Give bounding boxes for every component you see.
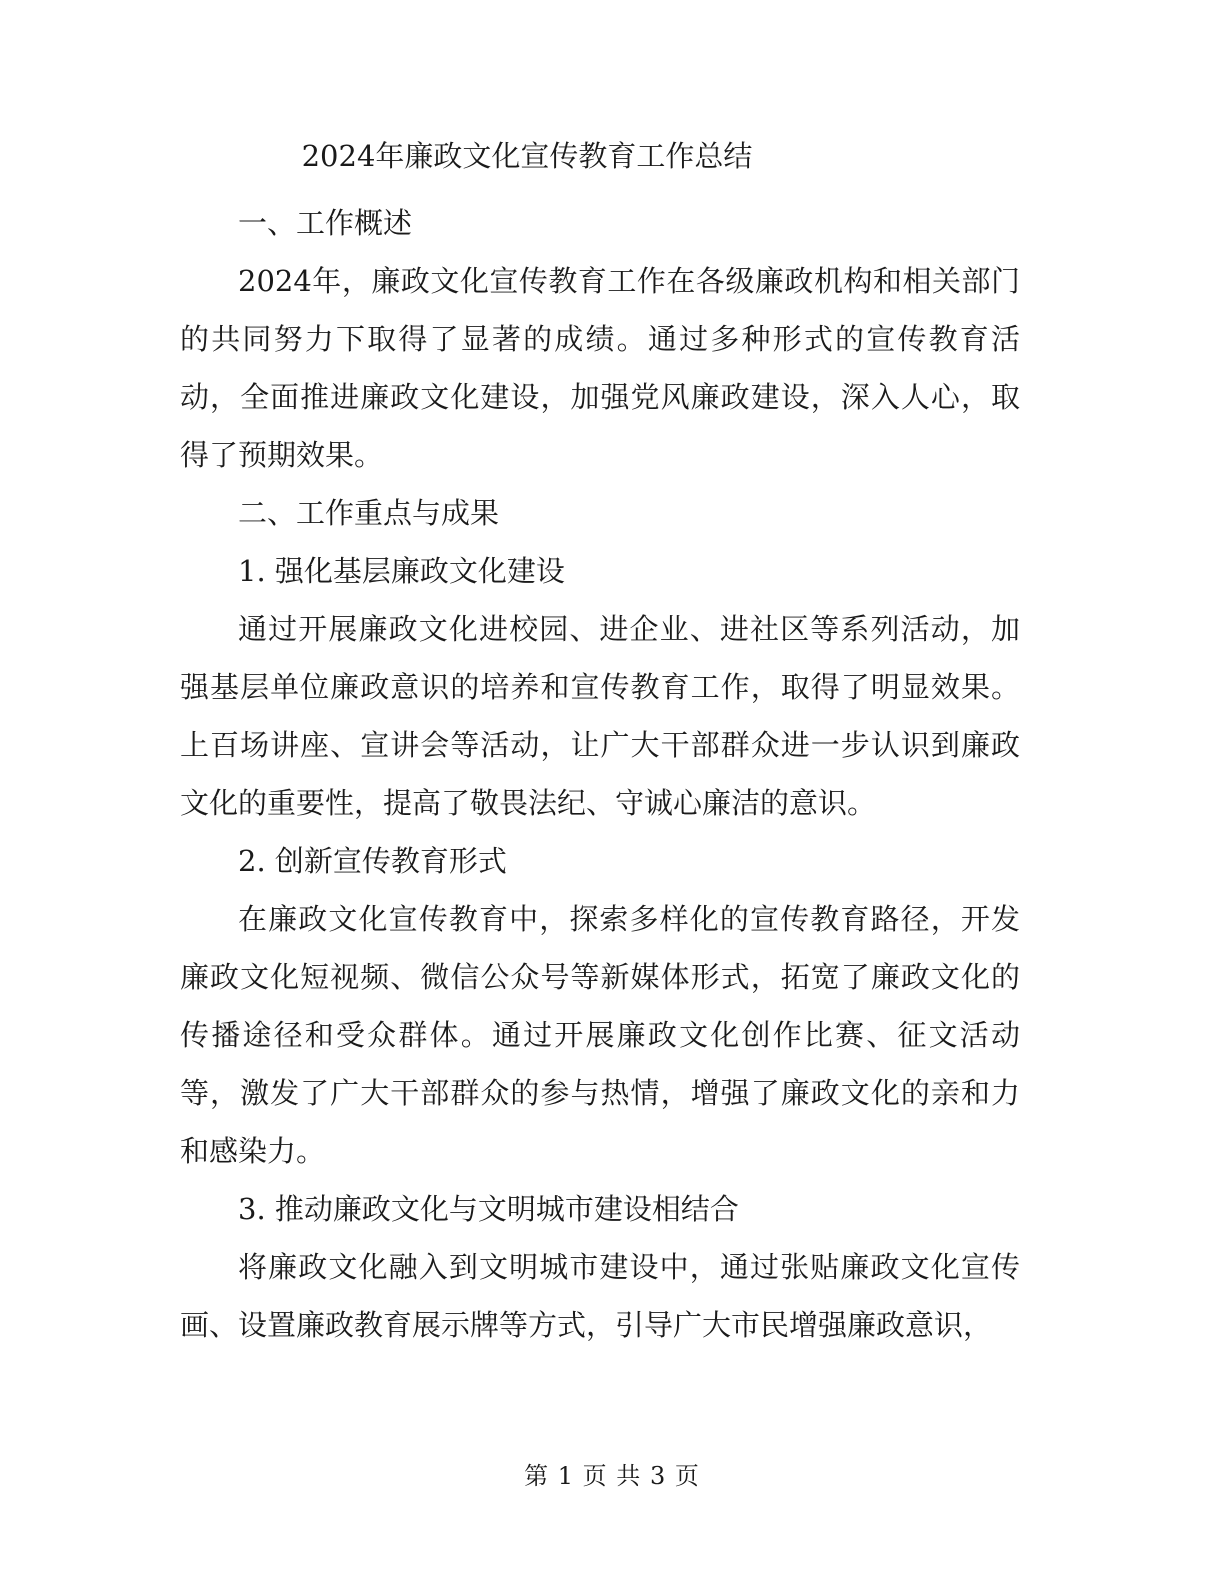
page-number-footer: 第 1 页 共 3 页 [524, 1462, 700, 1490]
document-page [180, 0, 1020, 1584]
subheading-civilized-city: 3. 推动廉政文化与文明城市建设相结合 [238, 1192, 739, 1226]
section-heading-overview: 一、工作概述 [238, 206, 413, 240]
paragraph-overview: 2024年，廉政文化宣传教育工作在各级廉政机构和相关部门的共同努力下取得了显著的成绩。通过多种形式的宣传教育活动，全面推进廉政文化建设，加强党风廉政建设，深入人心，取得了预期效果。 [180, 264, 1020, 472]
section-heading-focus: 二、工作重点与成果 [238, 496, 500, 530]
subheading-innovation: 2. 创新宣传教育形式 [238, 844, 507, 878]
document-body [180, 194, 1020, 1354]
paragraph-innovation: 在廉政文化宣传教育中，探索多样化的宣传教育路径，开发廉政文化短视频、微信公众号等新媒体形式，拓宽了廉政文化的传播途径和受众群体。通过开展廉政文化创作比赛、征文活动等，激发了广大干部群众的参与热情，增强了廉政文化的亲和力和感染力。 [180, 902, 1020, 1168]
paragraph-civilized-city: 将廉政文化融入到文明城市建设中，通过张贴廉政文化宣传画、设置廉政教育展示牌等方式，引导广大市民增强廉政意识， [180, 1250, 1020, 1342]
subheading-grassroots: 1. 强化基层廉政文化建设 [238, 554, 565, 588]
paragraph-grassroots: 通过开展廉政文化进校园、进企业、进社区等系列活动，加强基层单位廉政意识的培养和宣传教育工作，取得了明显效果。上百场讲座、宣讲会等活动，让广大干部群众进一步认识到廉政文化的重要性，提高了敬畏法纪、守诚心廉洁的意识。 [180, 612, 1020, 820]
document-title: 2024年廉政文化宣传教育工作总结 [301, 139, 753, 173]
